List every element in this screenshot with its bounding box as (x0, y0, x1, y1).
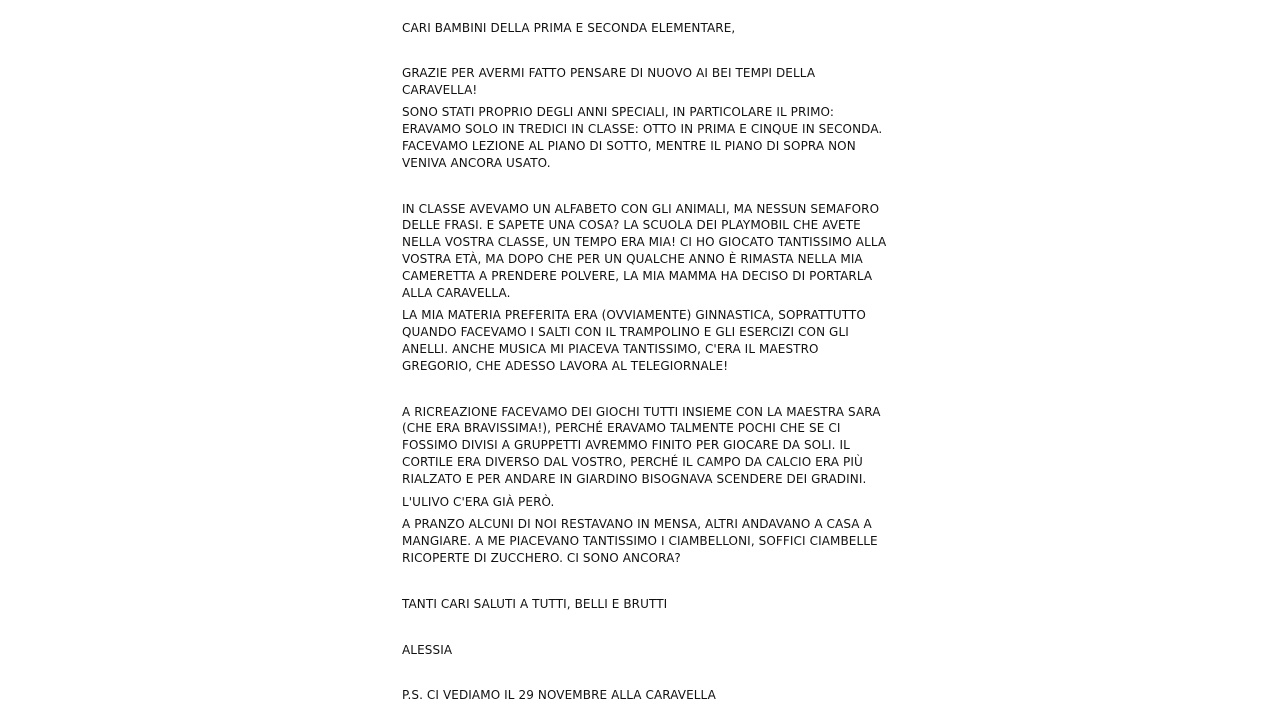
letter-paragraph: IN CLASSE AVEVAMO UN ALFABETO CON GLI ANIMALI, MA NESSUN SEMAFORO DELLE FRASI. E SAPETE UNA COSA? LA SCUOLA DEI PLAYMOBIL CHE AVETE NELLA VOSTRA CLASSE, UN TEMPO ERA MIA! CI HO GIOCATO TANTISSIMO ALLA VOSTRA ETÀ, MA DOPO CHE PER UN QUALCHE ANNO È RIMASTA NELLA MIA CAMERETTA A PRENDERE POLVERE, LA MIA MAMMA HA DECISO DI PORTARLA ALLA CARAVELLA. (402, 201, 887, 300)
letter-signature: ALESSIA (402, 642, 453, 657)
letter-greeting: CARI BAMBINI DELLA PRIMA E SECONDA ELEMENTARE, (402, 21, 736, 35)
letter-paragraph: LA MIA MATERIA PREFERITA ERA (OVVIAMENTE) GINNASTICA, SOPRATTUTTO QUANDO FACEVAMO I SALTI CON IL TRAMPOLINO E GLI ESERCIZI CON GLI ANELLI. ANCHE MUSICA MI PIACEVA TANTISSIMO, C'ERA IL MAESTRO GREGORIO, CHE ADESSO LAVORA AL TELEGIORNALE! (402, 308, 866, 373)
letter-body (402, 20, 888, 704)
letter-postscript: P.S. CI VEDIAMO IL 29 NOVEMBRE ALLA CARAVELLA (402, 688, 716, 703)
letter-paragraph: GRAZIE PER AVERMI FATTO PENSARE DI NUOVO AI BEI TEMPI DELLA CARAVELLA! (402, 65, 816, 97)
letter-paragraph: A PRANZO ALCUNI DI NOI RESTAVANO IN MENSA, ALTRI ANDAVANO A CASA A MANGIARE. A ME PIACEVANO TANTISSIMO I CIAMBELLONI, SOFFICI CIAMBELLE RICOPERTE DI ZUCCHERO. CI SONO ANCORA? (402, 517, 878, 565)
letter-paragraph: L'ULIVO C'ERA GIÀ PERÒ. (402, 494, 555, 509)
letter-paragraph: SONO STATI PROPRIO DEGLI ANNI SPECIALI, IN PARTICOLARE IL PRIMO: ERAVAMO SOLO IN TREDICI IN CLASSE: OTTO IN PRIMA E CINQUE IN SECONDA. FACEVAMO LEZIONE AL PIANO DI SOTTO, MENTRE IL PIANO DI SOPRA NON VENIVA ANCORA USATO. (402, 105, 883, 170)
letter-paragraph: A RICREAZIONE FACEVAMO DEI GIOCHI TUTTI INSIEME CON LA MAESTRA SARA (CHE ERA BRAVISSIMA!), PERCHÉ ERAVAMO TALMENTE POCHI CHE SE CI FOSSIMO DIVISI A GRUPPETTI AVREMMO FINITO PER GIOCARE DA SOLI. IL CORTILE ERA DIVERSO DAL VOSTRO, PERCHÉ IL CAMPO DA CALCIO ERA PIÙ RIALZATO E PER ANDARE IN GIARDINO BISOGNAVA SCENDERE DEI GRADINI. (402, 404, 881, 486)
letter-closing: TANTI CARI SALUTI A TUTTI, BELLI E BRUTTI (402, 596, 668, 611)
